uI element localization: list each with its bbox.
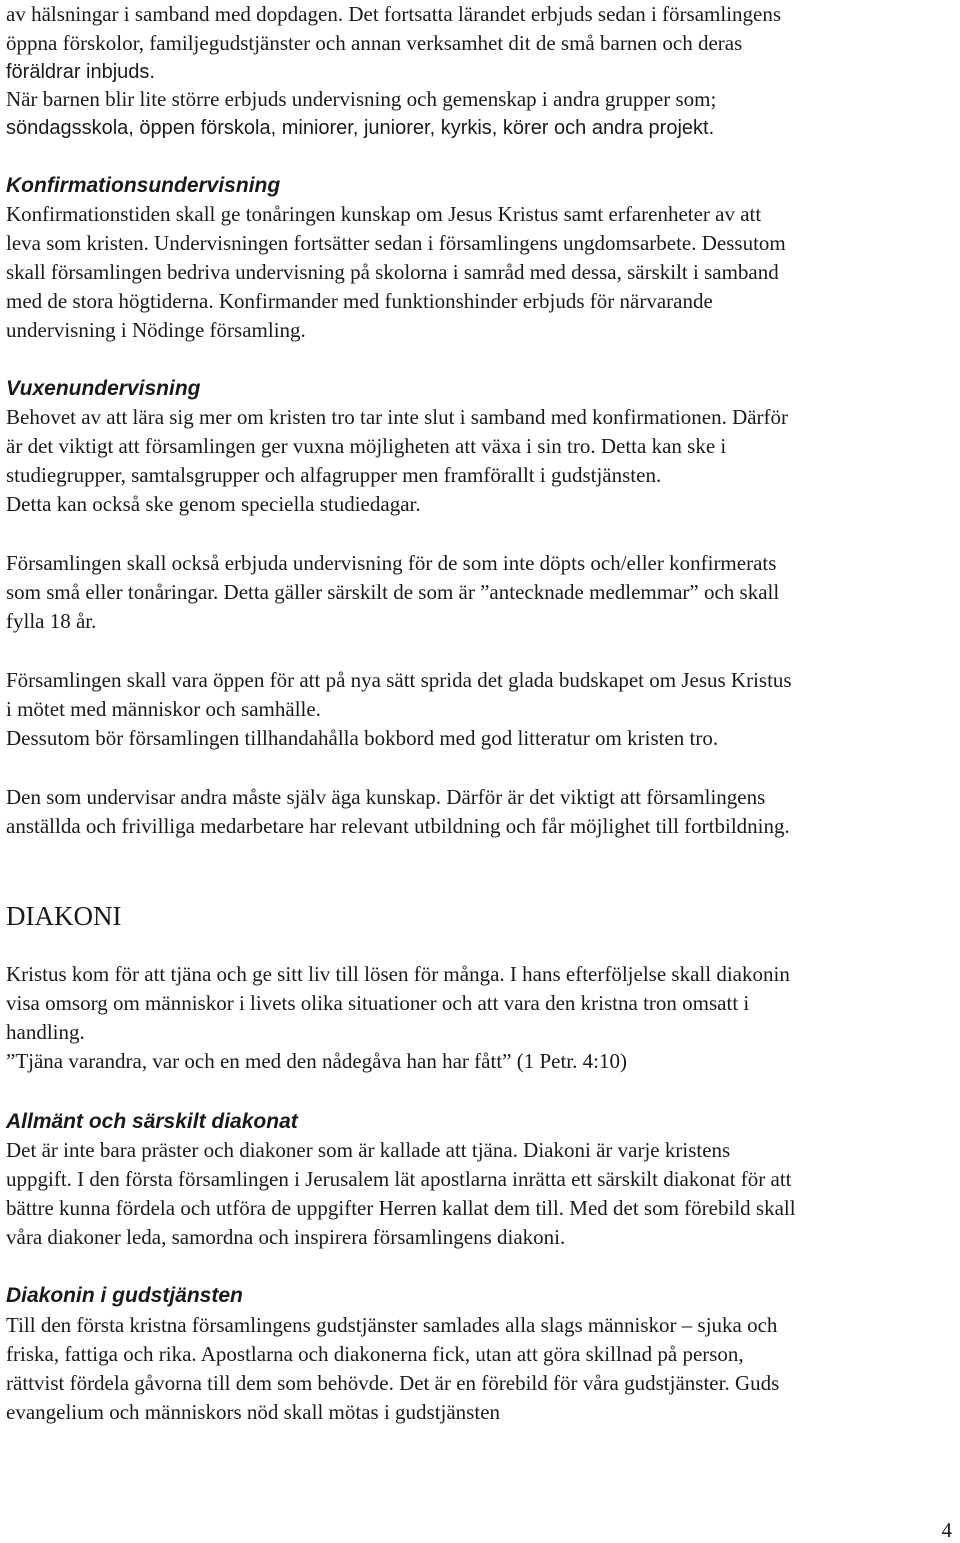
text-line: Behovet av att lära sig mer om kristen tro tar inte slut i samband med konfirmationen. Därför: [6, 405, 789, 429]
text-line: Till den första kristna församlingens gudstjänster samlades alla slags människor – sjuka och: [6, 1313, 778, 1337]
text-line: föräldrar inbjuds.: [6, 61, 155, 83]
text-line: i mötet med människor och samhälle.: [6, 697, 321, 721]
text-line: öppna förskolor, familjegudstjänster och annan verksamhet dit de små barnen och deras: [6, 31, 743, 55]
chapter-title-diakoni: DIAKONI: [6, 901, 122, 931]
text-line: våra diakoner leda, samordna och inspirera församlingens diakoni.: [6, 1225, 566, 1249]
section-heading-vuxen: Vuxenundervisning: [6, 377, 201, 400]
text-line: När barnen blir lite större erbjuds undervisning och gemenskap i andra grupper som;: [6, 87, 717, 111]
text-line: fylla 18 år.: [6, 609, 97, 633]
section-heading-gudstjanst: Diakonin i gudstjänsten: [6, 1284, 243, 1307]
text-line: av hälsningar i samband med dopdagen. Det fortsatta lärandet erbjuds sedan i församlingens: [6, 2, 782, 26]
text-line: uppgift. I den första församlingen i Jerusalem lät apostlarna inrätta ett särskilt diakonat för att: [6, 1167, 792, 1191]
text-line: Församlingen skall också erbjuda undervisning för de som inte döpts och/eller konfirmerats: [6, 551, 777, 575]
section-heading-allmant: Allmänt och särskilt diakonat: [6, 1110, 298, 1133]
text-line: friska, fattiga och rika. Apostlarna och diakonerna fick, utan att göra skillnad på person,: [6, 1342, 744, 1366]
intro-paragraph-1-end: [6, 58, 952, 87]
gudstjanst-paragraph: [6, 1311, 952, 1427]
vuxen-paragraph-1: [6, 403, 952, 519]
konfirmation-paragraph: [6, 200, 952, 345]
text-line: söndagsskola, öppen förskola, miniorer, juniorer, kyrkis, körer och andra projekt.: [6, 117, 715, 139]
page-number: 4: [941, 1518, 952, 1542]
text-line: studiegrupper, samtalsgrupper och alfagrupper men framförallt i gudstjänsten.: [6, 463, 662, 487]
intro-paragraph-2: [6, 85, 952, 114]
text-line: med de stora högtiderna. Konfirmander med funktionshinder erbjuds för närvarande: [6, 289, 713, 313]
text-line: bättre kunna fördela och utföra de uppgifter Herren kallat dem till. Med det som förebild skall: [6, 1196, 796, 1220]
text-line: skall församlingen bedriva undervisning på skolorna i samråd med dessa, särskilt i samband: [6, 260, 779, 284]
text-line: undervisning i Nödinge församling.: [6, 318, 306, 342]
vuxen-paragraph-4: [6, 783, 952, 841]
text-line: Dessutom bör församlingen tillhandahålla bokbord med god litteratur om kristen tro.: [6, 726, 719, 750]
text-line: Detta kan också ske genom speciella studiedagar.: [6, 492, 421, 516]
text-line: är det viktigt att församlingen ger vuxna möjligheten att växa i sin tro. Detta kan ske i: [6, 434, 727, 458]
text-line: som små eller tonåringar. Detta gäller särskilt de som är ”antecknade medlemmar” och skall: [6, 580, 780, 604]
intro-paragraph-1: [6, 0, 952, 58]
vuxen-paragraph-2: [6, 549, 952, 636]
vuxen-paragraph-3: [6, 666, 952, 753]
text-line: handling.: [6, 1020, 85, 1044]
text-line: leva som kristen. Undervisningen fortsätter sedan i församlingens ungdomsarbete. Dessutom: [6, 231, 786, 255]
text-line: Den som undervisar andra måste själv äga kunskap. Därför är det viktigt att församlingens: [6, 785, 766, 809]
text-line: Det är inte bara präster och diakoner som är kallade att tjäna. Diakoni är varje kristens: [6, 1138, 731, 1162]
section-heading-konfirmation: Konfirmationsundervisning: [6, 174, 281, 197]
text-line: visa omsorg om människor i livets olika situationer och att vara den kristna tron omsatt i: [6, 991, 750, 1015]
text-line: Konfirmationstiden skall ge tonåringen kunskap om Jesus Kristus samt erfarenheter av att: [6, 202, 762, 226]
diakoni-paragraph: [6, 960, 952, 1076]
text-line: evangelium och människors nöd skall mötas i gudstjänsten: [6, 1400, 501, 1424]
intro-paragraph-2-end: [6, 114, 952, 143]
allmant-paragraph: [6, 1136, 952, 1252]
text-line: Kristus kom för att tjäna och ge sitt liv till lösen för många. I hans efterföljelse skall diakonin: [6, 962, 790, 986]
text-line: rättvist fördela gåvorna till dem som behövde. Det är en förebild för våra gudstjänster. Guds: [6, 1371, 780, 1395]
bible-quote: ”Tjäna varandra, var och en med den nådegåva han har fått” (1 Petr. 4:10): [6, 1049, 627, 1073]
text-line: anställda och frivilliga medarbetare har relevant utbildning och får möjlighet till fortbildning.: [6, 814, 790, 838]
text-line: Församlingen skall vara öppen för att på nya sätt sprida det glada budskapet om Jesus Kristus: [6, 668, 792, 692]
